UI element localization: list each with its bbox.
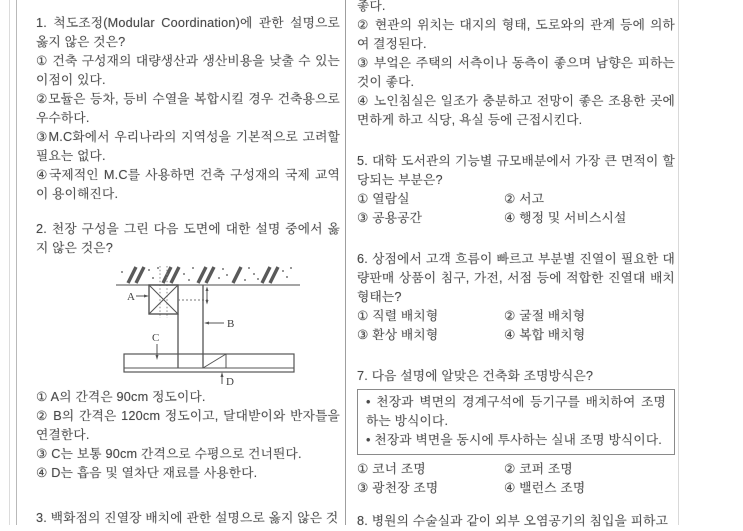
question-4-partial-line: 좋다. [357, 0, 386, 13]
question-4-choice-2: ② 현관의 위치는 대지의 형태, 도로와의 관계 등에 의하여 결정된다. [357, 18, 675, 51]
dimension-tick [206, 287, 209, 305]
question-8-title: 8. 병원의 수술실과 같이 외부 오염공기의 침입을 피하고 [357, 514, 669, 528]
right-edge-line [678, 0, 679, 525]
question-4-choice-3: ③ 부엌은 주택의 서측이나 동측이 좋으며 남향은 피하는 것이 좋다. [357, 56, 675, 89]
question-5-choice-4: ④ 행정 및 서비스시설 [504, 211, 627, 225]
question-7-box-line-1: • 천장과 벽면의 경계구석에 등기구를 배치하여 조명하는 방식이다. [366, 395, 666, 428]
diagram-label-d: D [226, 376, 234, 386]
diagram-label-b: B [227, 318, 235, 330]
hanger-support-box [149, 285, 178, 314]
question-4-continuation [357, 0, 675, 130]
question-2-title: 2. 천장 구성을 그린 다음 도면에 대한 설명 중에서 옳지 않은 것은? [36, 222, 340, 255]
question-2 [36, 220, 340, 483]
question-2-choice-3: ③ C는 보통 90cm 간격으로 수평으로 건너띈다. [36, 447, 302, 461]
page-edge-line-inner [16, 0, 17, 525]
ceiling-section-diagram [116, 262, 302, 386]
ceiling-board [124, 354, 294, 372]
column-divider-line [345, 0, 346, 525]
question-3 [36, 509, 340, 528]
question-6-choice-3: ③ 환상 배치형 [357, 328, 439, 342]
question-6-choice-2: ② 굴절 배치형 [504, 309, 586, 323]
question-7-choice-1: ① 코너 조명 [357, 462, 426, 476]
ceiling-section-diagram-svg [116, 262, 302, 386]
label-b-arrowhead [204, 322, 209, 325]
question-1-choice-2: ②모듈은 등차, 등비 수열을 복합시킬 경우 건축용으로 우수하다. [36, 92, 340, 125]
question-7-box-line-2: • 천장과 벽면을 동시에 투사하는 실내 조명 방식이다. [366, 433, 663, 447]
question-5-choice-1: ① 열람실 [357, 192, 410, 206]
question-6-title: 6. 상점에서 고객 흐름이 빠르고 부분별 진열이 필요한 대량판매 상품이 침구, 가전, 서점 등에 적합한 진열대 배치 형태는? [357, 252, 675, 304]
question-7 [357, 367, 675, 498]
question-1 [36, 14, 340, 204]
question-3-title: 3. 백화점의 진열장 배치에 관한 설명으로 옳지 않은 것 [36, 511, 339, 525]
question-2-choice-2: ② B의 간격은 120cm 정도이고, 달대받이와 반자틀을 연결한다. [36, 409, 340, 442]
question-6 [357, 250, 675, 345]
slab-hatching [128, 267, 278, 283]
question-7-choice-3: ③ 광천장 조명 [357, 481, 439, 495]
left-column [36, 14, 340, 528]
question-5-title: 5. 대학 도서관의 기능별 규모배분에서 가장 큰 면적이 할당되는 부분은? [357, 154, 675, 187]
diagram-label-c: C [152, 332, 160, 344]
question-7-title: 7. 다음 설명에 알맞은 건축화 조명방식은? [357, 369, 594, 383]
question-1-choice-1: ① 건축 구성재의 대량생산과 생산비용을 낮출 수 있는 이점이 있다. [36, 54, 340, 87]
question-7-choice-2: ② 코퍼 조명 [504, 462, 573, 476]
question-5-choice-3: ③ 공용공간 [357, 211, 423, 225]
label-d-arrowhead [221, 372, 224, 377]
question-7-description-box [357, 389, 675, 455]
question-1-title: 1. 척도조정(Modular Coordination)에 관한 설명으로 옳지 않은 것은? [36, 16, 340, 49]
question-6-choice-4: ④ 복합 배치형 [504, 328, 586, 342]
question-7-choices [357, 460, 675, 498]
question-2-choice-1: ① A의 간격은 90cm 정도이다. [36, 390, 206, 404]
question-8 [357, 512, 675, 531]
label-c-arrowhead [156, 355, 159, 360]
diagram-label-a: A [127, 291, 135, 303]
question-4-choice-4: ④ 노인침실은 일조가 충분하고 전망이 좋은 조용한 곳에 면하게 하고 식당, 욕실 등에 근접시킨다. [357, 94, 675, 127]
question-5-choice-2: ② 서고 [504, 192, 545, 206]
question-6-choices [357, 307, 675, 345]
right-column [357, 0, 675, 531]
question-1-choice-3: ③M.C화에서 우리나라의 지역성을 기본적으로 고려할 필요는 없다. [36, 130, 340, 163]
question-1-choice-4: ④국제적인 M.C를 사용하면 건축 구성재의 국제 교역이 용이해진다. [36, 168, 340, 201]
question-7-choice-4: ④ 밸런스 조명 [504, 481, 586, 495]
question-5 [357, 152, 675, 228]
page-edge-line-outer [9, 0, 10, 525]
question-5-choices [357, 190, 675, 228]
question-6-choice-1: ① 직렬 배치형 [357, 309, 439, 323]
question-2-choice-4: ④ D는 흡음 및 열차단 재료를 사용한다. [36, 466, 258, 480]
hanger-member [178, 285, 203, 368]
label-a-arrowhead [144, 295, 149, 298]
